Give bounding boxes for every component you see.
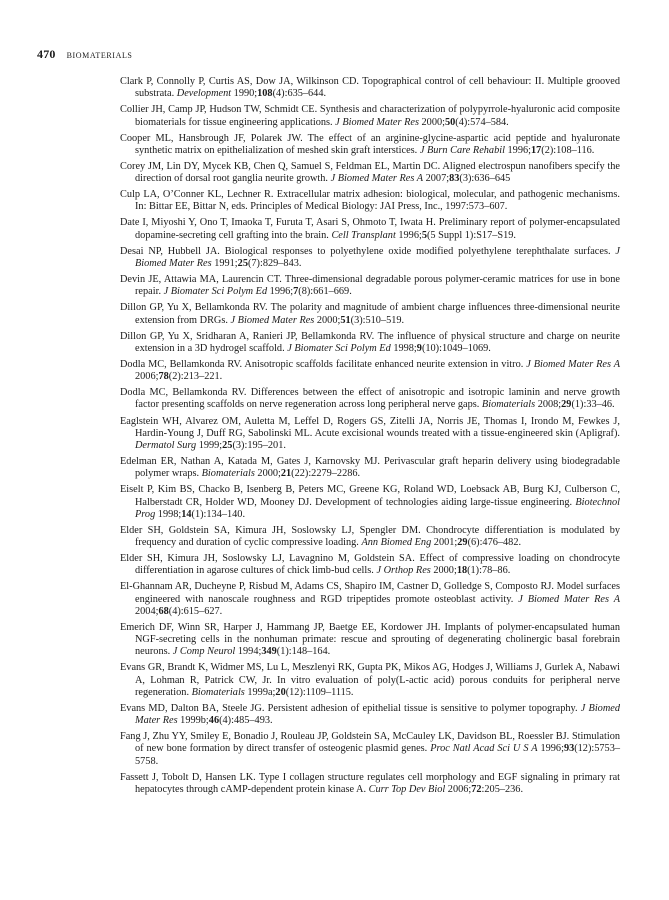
reference-text: Evans GR, Brandt K, Widmer MS, Lu L, Meszlenyi RK, Gupta PK, Mikos AG, Hodges J, Williams J, Gurlek A, Nabawi A, Lohman R, Patrick CW, Jr. In vitro evaluation of poly(L-actic acid) porous conduits for peripheral nerve regeneration. — [120, 662, 620, 698]
issue-pages: (4):485–493. — [219, 715, 273, 727]
issue-pages: (1):33–46. — [571, 399, 615, 411]
reference-year: 1996; — [504, 144, 531, 156]
volume-number: 108 — [257, 88, 273, 100]
journal-name: Cell Transplant — [331, 229, 396, 241]
journal-name: J Biomed Mater Res A — [518, 593, 620, 605]
reference-text: Dillon GP, Yu X, Bellamkonda RV. The polarity and magnitude of ambient charge influences three-dimensional neurite extension from DRGs. — [120, 302, 620, 326]
reference-entry — [120, 484, 620, 521]
issue-pages: (1):78–86. — [467, 565, 511, 577]
journal-name: Biotechnol Prog — [135, 496, 620, 520]
reference-year: 1998; — [155, 508, 182, 520]
journal-name: J Orthop Res — [376, 565, 431, 577]
reference-entry — [120, 274, 620, 298]
issue-pages: (3):510–519. — [350, 314, 405, 326]
issue-pages: (4):635–644. — [272, 88, 327, 100]
page-header — [37, 47, 132, 59]
reference-text: Collier JH, Camp JP, Hudson TW, Schmidt CE. Synthesis and characterization of polypyrrole-hyaluronic acid composite biomaterials for tissue engineering applications. — [120, 104, 620, 128]
reference-entry — [120, 553, 620, 577]
reference-year: 1999b; — [177, 715, 209, 727]
reference-year: 1998; — [390, 342, 417, 354]
reference-text: Corey JM, Lin DY, Mycek KB, Chen Q, Samuel S, Feldman EL, Martin DC. Aligned electrospun nanofibers specify the direction of dorsal root ganglia neurite growth. — [120, 160, 620, 185]
issue-pages: (4):615–627. — [168, 605, 223, 617]
volume-number: 29 — [457, 537, 468, 549]
reference-year: 2000; — [430, 565, 457, 577]
reference-entry — [120, 302, 620, 326]
issue-pages: :205–236. — [481, 783, 524, 795]
reference-text: Clark P, Connolly P, Curtis AS, Dow JA, Wilkinson CD. Topographical control of cell behaviour: II. Multiple grooved substrata. — [120, 76, 620, 100]
journal-name: Ann Biomed Eng — [361, 537, 432, 549]
reference-year: 1999; — [196, 439, 223, 451]
issue-pages: (1):148–164. — [276, 646, 331, 658]
reference-list — [120, 76, 620, 800]
reference-year: 2001; — [431, 537, 458, 549]
reference-entry — [120, 622, 620, 659]
reference-text: Fang J, Zhu YY, Smiley E, Bonadio J, Rouleau JP, Goldstein SA, McCauley LK, Davidson BL, Roessler BJ. Stimulation of new bone formation by direct transfer of osteogenic plasmid genes. — [120, 731, 620, 755]
issue-pages: (2):213–221. — [168, 371, 223, 383]
reference-text: Evans MD, Dalton BA, Steele JG. Persistent adhesion of epithelial tissue is sensitive to polymer topography. — [120, 702, 581, 714]
reference-year: 1991; — [211, 257, 238, 269]
reference-text: Dillon GP, Yu X, Sridharan A, Ranieri JP, Bellamkonda RV. The influence of physical structure and charge on neurite extension in a 3D hydrogel scaffold. — [120, 330, 620, 354]
volume-number: 9 — [416, 342, 422, 354]
reference-text: Dodla MC, Bellamkonda RV. Differences between the effect of anisotropic and isotropic laminin and nerve growth factor presenting scaffolds on nerve regeneration across long peripheral nerve gaps. — [120, 387, 620, 411]
issue-pages: (1):134–140. — [191, 508, 246, 520]
reference-year: 2008; — [535, 399, 562, 411]
reference-entry — [120, 662, 620, 699]
reference-entry — [120, 76, 620, 100]
reference-entry — [120, 416, 620, 453]
journal-name: Biomaterials — [481, 399, 536, 411]
journal-name: J Biomed Mater Res A — [330, 173, 424, 185]
reference-year: 2006; — [445, 783, 472, 795]
journal-name: J Biomed Mater Res — [135, 702, 620, 727]
journal-name: J Biomed Mater Res — [335, 116, 419, 128]
volume-number: 25 — [237, 257, 248, 269]
reference-entry — [120, 246, 620, 270]
issue-pages: (10):1049–1069. — [421, 342, 491, 354]
reference-entry — [120, 217, 620, 241]
reference-text: Desai NP, Hubbell JA. Biological responses to polyethylene oxide modified polyethylene terephthalate surfaces. — [120, 245, 616, 257]
volume-number: 78 — [158, 371, 169, 383]
journal-name: J Biomater Sci Polym Ed — [163, 286, 268, 298]
reference-entry — [120, 161, 620, 185]
reference-entry — [120, 581, 620, 618]
volume-number: 14 — [181, 508, 192, 520]
reference-year: 2007; — [423, 173, 450, 185]
issue-pages: (12):5753–5758. — [135, 743, 620, 767]
journal-name: Curr Top Dev Biol — [368, 783, 446, 795]
reference-text: Cooper ML, Hansbrough JF, Polarek JW. The effect of an arginine-glycine-aspartic acid peptide and hyaluronate synthetic matrix on epithelialization of meshed skin graft interstices. — [120, 132, 620, 156]
journal-name: Dermatol Surg — [135, 439, 197, 451]
reference-year: 1996; — [267, 286, 294, 298]
page-number: 470 — [37, 47, 56, 61]
issue-pages: (2):108–116. — [541, 144, 595, 156]
journal-name: J Biomed Mater Res — [135, 245, 620, 269]
volume-number: 25 — [222, 439, 233, 451]
reference-text: Elder SH, Goldstein SA, Kimura JH, Soslowsky LJ, Spengler DM. Chondrocyte differentiation is modulated by frequency and duration of cyclic compressive loading. — [120, 524, 620, 549]
reference-year: 1994; — [235, 646, 262, 658]
issue-pages: (12):1109–1115. — [285, 686, 354, 698]
issue-pages: (5 Suppl 1):S17–S19. — [427, 229, 516, 241]
journal-name: J Comp Neurol — [172, 646, 236, 658]
reference-year: 1996; — [537, 743, 564, 755]
issue-pages: (8):661–669. — [298, 286, 352, 298]
reference-year: 2000; — [418, 116, 445, 128]
reference-entry — [120, 772, 620, 796]
volume-number: 93 — [563, 743, 575, 755]
journal-name: Development — [176, 88, 232, 100]
volume-number: 51 — [340, 314, 351, 326]
reference-entry — [120, 703, 620, 727]
volume-number: 83 — [449, 173, 460, 185]
reference-entry — [120, 456, 620, 480]
issue-pages: (3):636–645 — [459, 173, 511, 185]
journal-name: J Biomed Mater Res — [230, 314, 315, 326]
issue-pages: (3):195–201. — [232, 439, 286, 451]
reference-text: Emerich DF, Winn SR, Harper J, Hammang JP, Baetge EE, Kordower JH. Implants of polymer-encapsulated human NGF-secreting cells in the nonhuman primate: rescue and sprouting of degenerating cholinergic basal forebrain neurons. — [120, 621, 620, 658]
volume-number: 20 — [275, 686, 286, 698]
journal-name: J Biomater Sci Polym Ed — [287, 342, 391, 354]
reference-text: Dodla MC, Bellamkonda RV. Anisotropic scaffolds facilitate enhanced neurite extension in vitro. — [120, 358, 527, 370]
reference-year: 2004; — [135, 605, 159, 617]
volume-number: 72 — [471, 783, 482, 795]
volume-number: 46 — [208, 715, 220, 727]
reference-text: Eiselt P, Kim BS, Chacko B, Isenberg B, Peters MC, Greene KG, Roland WD, Loebsack AB, Burg KJ, Culberson C, Halberstadt CR, Holder WD, Mooney DJ. Development of technologies aiding large-tissue engineering. — [120, 484, 620, 508]
journal-name: J Burn Care Rehabil — [419, 144, 505, 156]
reference-year: 1999a; — [244, 686, 276, 698]
reference-entry — [120, 189, 620, 213]
reference-entry — [120, 104, 620, 128]
reference-year: 2000; — [314, 314, 341, 326]
reference-text: Date I, Miyoshi Y, Ono T, Imaoka T, Furuta T, Asari S, Ohmoto T, Iwata H. Preliminary report of polymer-encapsulated dopamine-secreting cell grafting into the brain. — [120, 217, 620, 241]
reference-text: Elder SH, Kimura JH, Soslowsky LJ, Lavagnino M, Goldstein SA. Effect of compressive loading on chondrocyte differentiation in agarose cultures of chick limb-bud cells. — [120, 553, 620, 577]
volume-number: 18 — [456, 565, 468, 577]
reference-text: Devin JE, Attawia MA, Laurencin CT. Three-dimensional degradable porous polymer-ceramic matrices for use in bone repair. — [120, 274, 620, 298]
reference-entry — [120, 331, 620, 355]
running-head: BIOMATERIALS — [66, 51, 133, 60]
volume-number: 7 — [293, 286, 299, 298]
reference-year: 1990; — [231, 88, 258, 100]
volume-number: 5 — [421, 229, 427, 241]
reference-text: El-Ghannam AR, Ducheyne P, Risbud M, Adams CS, Shapiro IM, Castner D, Golledge S, Composto RJ. Model surfaces engineered with nanoscale roughness and RGD tripeptides promote osteoblast activity. — [120, 581, 620, 605]
issue-pages: (7):829–843. — [247, 257, 302, 269]
reference-entry — [120, 731, 620, 768]
volume-number: 349 — [261, 646, 277, 658]
reference-entry — [120, 387, 620, 411]
volume-number: 50 — [444, 116, 456, 128]
journal-name: J Biomed Mater Res A — [526, 358, 620, 370]
volume-number: 21 — [280, 468, 292, 480]
reference-entry — [120, 133, 620, 157]
issue-pages: (22):2279–2286. — [291, 468, 361, 480]
journal-name: Proc Natl Acad Sci U S A — [430, 743, 538, 755]
reference-entry — [120, 525, 620, 549]
journal-name: Biomaterials — [201, 468, 255, 480]
reference-text: Culp LA, O’Conner KL, Lechner R. Extracellular matrix adhesion: biological, molecular, and pathogenic mechanisms. In: Bittar EE, Bittar N, eds. Principles of Medical Biology: JAI Press, Inc., 1997:573–607. — [120, 189, 620, 213]
issue-pages: (6):476–482. — [467, 537, 522, 549]
reference-year: 2006; — [135, 371, 159, 383]
reference-text: Edelman ER, Nathan A, Katada M, Gates J, Karnovsky MJ. Perivascular graft heparin delivery using biodegradable polymer wraps. — [120, 456, 620, 480]
reference-entry — [120, 359, 620, 383]
reference-text: Fassett J, Tobolt D, Hansen LK. Type I collagen structure regulates cell morphology and EGF signaling in primary rat hepatocytes through cAMP-dependent protein kinase A. — [120, 771, 620, 795]
reference-year: 1996; — [395, 229, 422, 241]
volume-number: 17 — [530, 144, 542, 156]
reference-year: 2000; — [254, 468, 281, 480]
volume-number: 29 — [561, 399, 572, 411]
volume-number: 68 — [158, 605, 169, 617]
journal-name: Biomaterials — [191, 686, 245, 698]
reference-text: Eaglstein WH, Alvarez OM, Auletta M, Leffel D, Rogers GS, Zitelli JA, Norris JE, Thomas I, Irondo M, Fewkes J, Hardin-Young J, Duff RG, Sabolinski ML. Acute excisional wounds treated with a tissue-engineered skin (Apligraf). — [120, 415, 620, 439]
issue-pages: (4):574–584. — [455, 116, 509, 128]
